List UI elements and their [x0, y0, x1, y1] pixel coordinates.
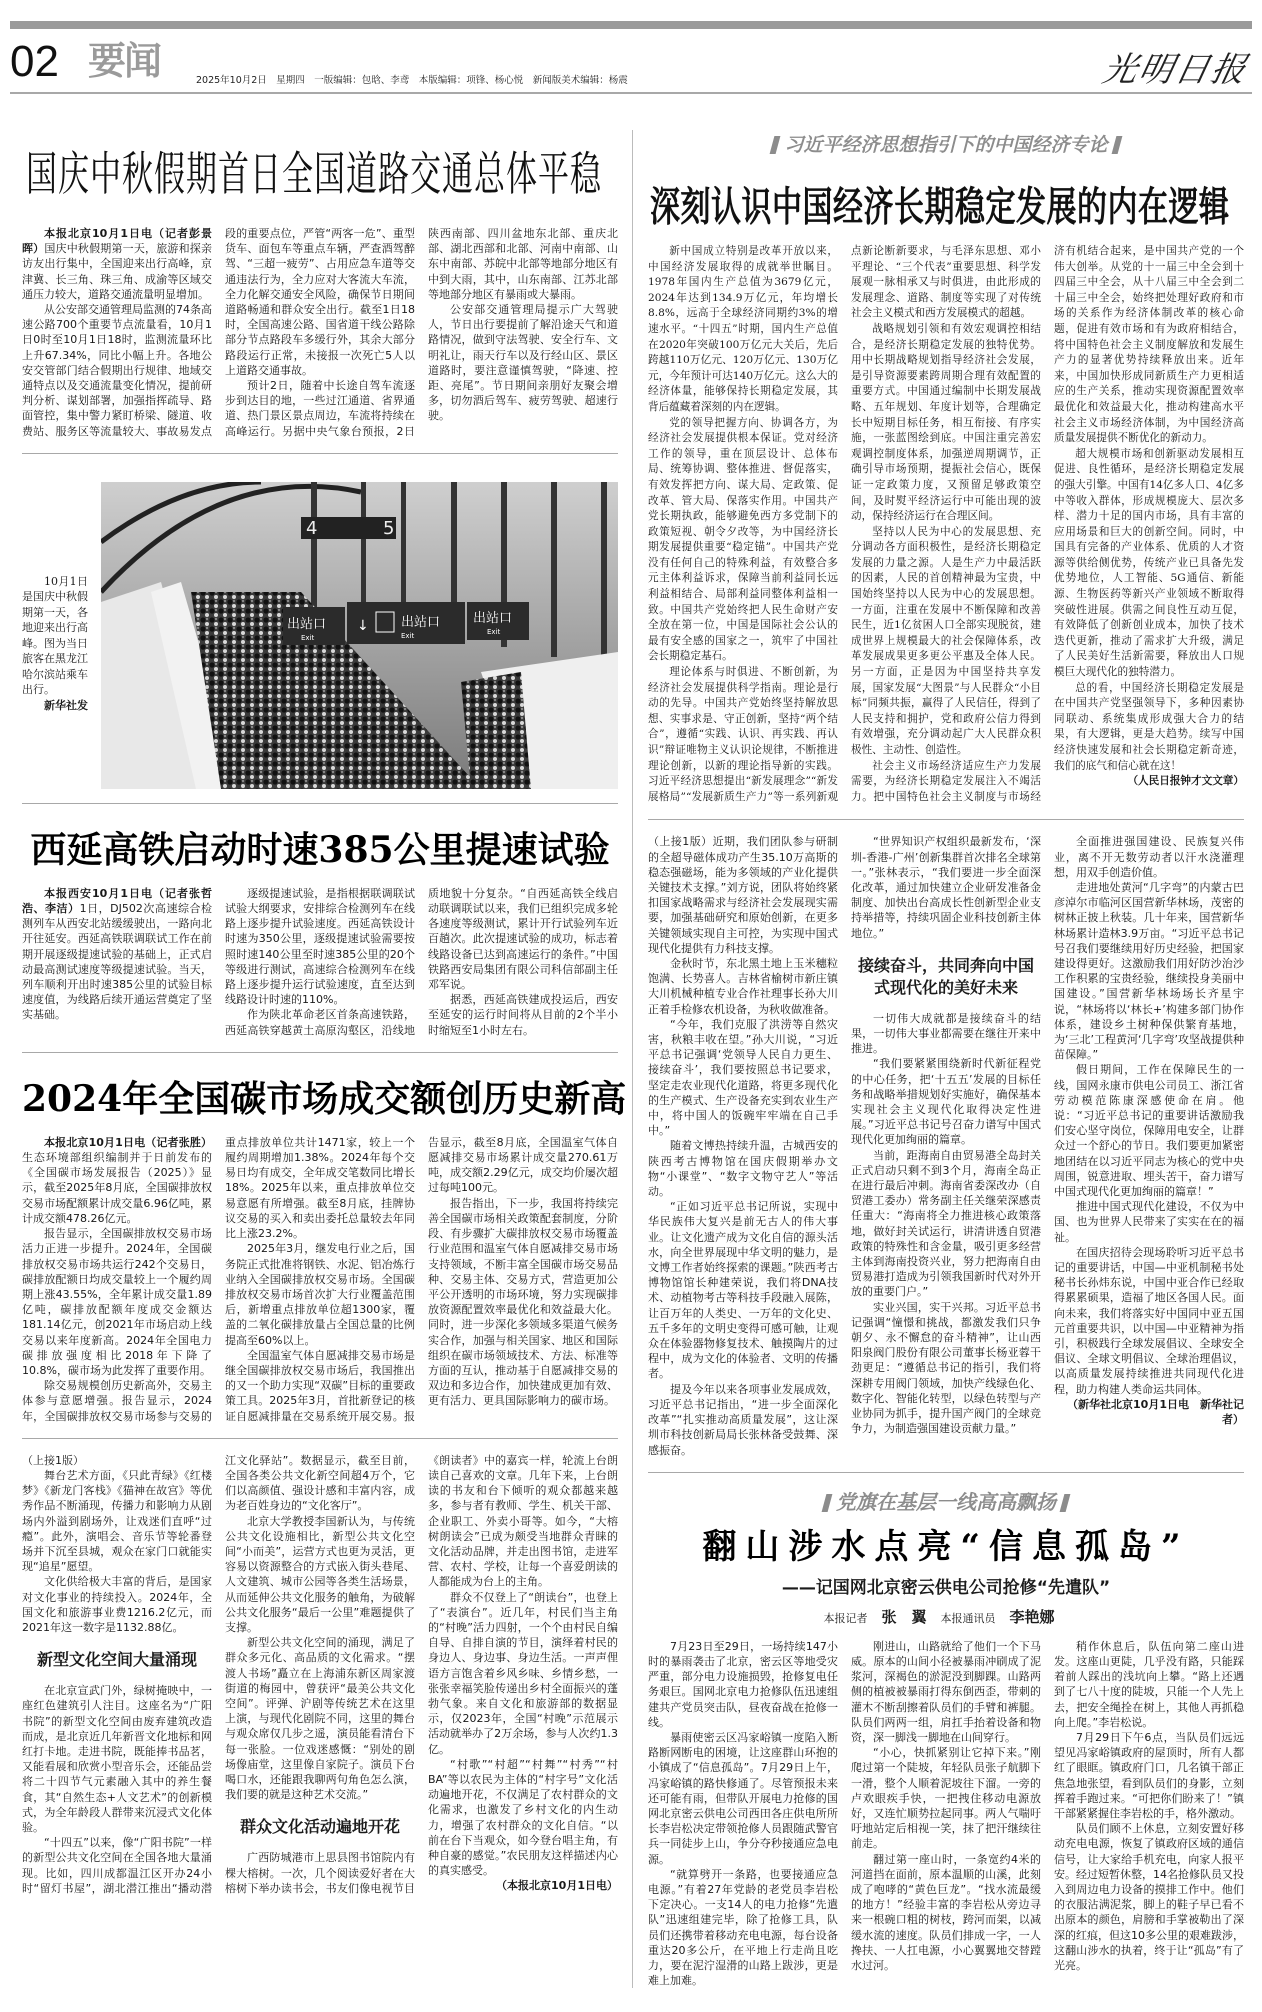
headline-power: 翻山涉水点亮“信息孤岛” [702, 1526, 1190, 1567]
paragraph: “正如习近平总书记所说，实现中华民族伟大复兴是前无古人的伟大事业。让文化遗产成为文化自信的源头活水，向全世界展现中华文明的魅力，是文博工作者始终探索的课题。”陕西考古博物馆馆长种建荣说，我们将DNA技术、动植物考古等科技手段融入展陈，让百万年的人类史、一万年的文化史、五千多年的文明史变得可感可触，让观众在体验器物修复技术、触摸陶片的过程中，成为文化的体验者、文明的传播者。 [648, 1200, 838, 1381]
paragraph: 刚进山，山路就给了他们一个下马威。原本的山间小径被暴雨冲刷成了泥浆河，深褐色的淤泥没到脚踝。山路两侧的植被被暴雨打得东倒西歪，带刺的灌木不断刮擦着队员们的手臂和裤腿。队员们两两一组，肩扛手抬着设备和物资，深一脚浅一脚地在山间穿行。 [851, 1639, 1041, 1744]
correspondent-name: 李艳娜 [1009, 1607, 1055, 1626]
article-source: （本报北京10月1日电） [496, 1879, 618, 1893]
paragraph: （上接1版）近期，我们团队参与研制的全超导磁体成功产生35.10万高斯的稳态强磁场，能为多领域的产业化提供关键技术支撑。”刘方说，团队将始终紧扣国家战略需求与经济社会发展现实需要，加强基础研究和原始创新，在更多关键领域实现自主可控，为实现中国式现代化提供有力科技支撑。 [648, 835, 838, 955]
caption-text: 10月1日是国庆中秋假期第一天，各地迎来出行高峰。图为当日旅客在黑龙江哈尔滨站乘车出行。 [22, 574, 88, 697]
lead-text: 国庆中秋假期第一天，旅游和探亲访友出行集中，全国迎来出行高峰，京津冀、长三角、珠三角、成渝等区域交通压力较大，道路交通流量明显增加。 [22, 242, 212, 301]
paragraph: 群众不仅登上了“朗读台”，也登上了“表演台”。近几年，村民们当主角的“村晚”活力四射，一个个由村民自编自导、自排自演的节目，演绎着村民的身边人、身边事、身边生活。一声声俚语方言饱含着乡风乡味、乡情乡愁，一张张幸福笑脸传递出乡村全面振兴的蓬勃气象。来自文化和旅游部的数据显示，仅2023年，全国“村晚”示范展示活动就举办了2万余场，参与人次约1.3亿。 [428, 1590, 618, 1756]
paragraph: “小心，快抓紧别让它掉下来。”刚爬过第一个陡坡，年轻队员张子航脚下一滑，整个人顺着泥坡往下溜。一旁的卢欢眼疾手快，一把拽住移动电源放好，又连忙顺势拉起同事。两人气喘吁吁地站定后相视一笑，抹了把汗继续往前走。 [851, 1746, 1041, 1851]
platform-number-right: 5 [383, 517, 395, 539]
spacer [22, 96, 618, 148]
subtitle-power: ——记国网北京密云供电公司抢修“先遣队” [781, 1577, 1111, 1598]
paragraph: 7月23日至29日，一场持续147小时的暴雨袭击了北京，密云区等地受灾严重，部分电力设施损毁，抢修复电任务艰巨。国网北京电力抢修队伍迅速组建共产党员突击队，昼夜奋战在抢修一线。 [648, 1639, 838, 1729]
paragraph: 北京大学教授李国新认为，与传统公共文化设施相比，新型公共文化空间“小而美”，运营方式也更为灵活，更容易以资源整合的方式嵌入街头巷尾、人文建筑、城市公园等各类生活场景，从而延伸公共文化服务的触角，为破解公共文化服务“最后一公里”难题提供了支撑。 [225, 1514, 415, 1634]
news-photo-harbin-station [101, 482, 618, 789]
paragraph: 翻过第一座山时，一条宽约4米的河道挡在面前，原本温顺的山溪，此刻成了咆哮的“黄色巨龙”。“找水流最缓的地方！”经验丰富的李岩松从旁边寻来一根碗口粗的树枝，跨河而架，以减缓水流的速度。队员们排成一字，一人搀扶、一人扛电源，小心翼翼地交替蹚水过河。 [851, 1852, 1041, 1972]
paragraph: 报告指出，下一步，我国将持续完善全国碳市场相关政策配套制度，分阶段、有步骤扩大碳排放权交易市场覆盖行业范围和温室气体自愿减排交易市场支持领域，不断丰富全国碳市场交易品种、交易主体、交易方式，营造更加公平公开透明的市场环境，努力实现碳排放资源配置效率最优化和效益最大化。同时，进一步深化多领域多渠道气候务实合作，加强与相关国家、地区和国际组织在碳市场领域技术、方法、标准等方面的互认，推动基于自愿减排交易的双边和多边合作，加快建成更加有效、更有活力、更具国际影响力的碳市场。 [428, 1196, 618, 1408]
banner-bar-left [770, 136, 781, 154]
paragraph: 提及今年以来各项事业发展成效，习近平总书记指出，“进一步全面深化改革”“扎实推动高质量发展”，这让深圳市科技创新局局长张林备受鼓舞、深感振奋。 [648, 1382, 838, 1457]
edition-info: 2025年10月2日 星期四 一版编辑：包晗、李鸢 本版编辑：项锋、杨心悦 新闻版美术编辑：杨震 [196, 75, 628, 86]
paragraph: 党的领导把握方向、协调各方，为经济社会发展提供根本保证。党对经济工作的领导，重在顶层设计、总体布局、统筹协调、整体推进、督促落实，有效发挥把方向、谋大局、定政策、促改革、管大局、保落实作用。中国共产党长期执政，能够避免西方多党制下的政策短视、朝令夕改等，为中国经济长期发展提供重要“稳定锚”。中国共产党没有任何自己的特殊利益，有效整合多元主体利益诉求，保障当前利益同长远利益相结合、局部利益同整体利益相一致。中国共产党始终把人民生命财产安全放在第一位，中国是国际社会公认的最有安全感的国家之一，筑牢了中国社会长期稳定基石。 [648, 416, 838, 663]
paragraph: “村歌”“村超”“村舞”“村秀”“村BA”等以农民为主体的“村字号”文化活动遍地开花，不仅满足了农村群众的文化需求，也激发了乡村文化的内生动力，增强了农村群众的文化自信。“以前在台下当观众，如今登台唱主角，有种自豪的感觉。”农民朋友这样描述内心的真实感受。 [428, 1757, 618, 1878]
lead-paragraph [22, 886, 212, 1023]
divider [648, 819, 1244, 820]
paragraph: 广西防城港市上思县图书馆院内有棵大榕树。一次，几个阅读爱好者在大榕树下举办读书会，书友们像电视节目《朗读者》中的嘉宾一样，轮流上台朗读自己喜欢的文章。几年下来，上台朗读的书友和台下倾听的观众都越来越多，参与者有教师、学生、机关干部、企业职工、外卖小哥等。如今，“大榕树朗读会”已成为颇受当地群众青睐的文化活动品牌，并走出图书馆，走进军营、农村、学校，让每一个喜爱朗读的人都能成为台上的主角。 [225, 1453, 618, 1895]
masthead-bar [10, 21, 1252, 29]
paragraph: 战略规划引领和有效宏观调控相结合，是经济长期稳定发展的独特优势。用中长期战略规划指导经济社会发展，是引导资源要素跨周期合理有效配置的重要方式。中国通过编制中长期发展战略、五年规划、年度计划等，合理确定长中短期目标任务，相互衔接、有序实施，一张蓝图绘到底。中国注重完善宏观调控制度体系，加强逆周期调节，正确引导市场预期，提振社会信心，既保证一定政策力度，又预留足够政策空间，及时熨平经济运行中可能出现的波动，保持经济运行在合理区间。 [851, 322, 1041, 523]
dateline: 本报北京10月1日电（记者彭景晖） [22, 227, 212, 256]
article-power-body [648, 1639, 1244, 1989]
article-source: （新华社北京10月1日电 新华社记者） [1067, 1397, 1244, 1427]
paragraph: 超大规模市场和创新驱动发展相互促进、良性循环，是经济长期稳定发展的强大引擎。中国有14亿多人口、4亿多中等收入群体，形成规模庞大、层次多样、潜力十足的国内市场，具有丰富的应用场景和巨大的创新空间。同时，中国具有完备的产业体系、优质的人才资源等供给侧优势，传统产业已具备先发优势地位，人工智能、5G通信、新能源、生物医药等新兴产业领域不断取得突破性进展。供需之间良性互动互促，有效降低了创新创业成本，加快了技术迭代更新，推动了需求扩大升级，满足了人民美好生活新需要，释放出人口规模巨大现代化的独特潜力。 [1054, 447, 1244, 679]
paragraph: 在北京宣武门外，绿树掩映中，一座红色建筑引人注目。这座名为“广阳书院”的新型文化空间由废弃建筑改造而成，是北京近几年新晋文化地标和网红打卡地。走进书院，既能捧书品茗，又能看展和欣赏小型音乐会，还能品尝将二十四节气元素融入其中的养生餐食，其“自然生态+人文艺术”的创新模式，为全年龄段人群带来沉浸式文化体验。 [22, 1684, 212, 1834]
paragraph: “十四五”以来，像“广阳书院”一样的新型公共文化空间在全国各地大量涌现。比如，四川成都温江区开办24小时“留灯书屋”，湖北潜江推出“播动潜江文化驿站”。数据显示，截至目前，全国各类公共文化新空间超4万个，它们以高颜值、强设计感和丰富内容，成为老百姓身边的“文化客厅”。 [22, 1453, 415, 1895]
paragraph: 推进中国式现代化建设，不仅为中国、也为世界人民带来了实实在在的福祉。 [1054, 1200, 1244, 1244]
photo-block [22, 482, 618, 789]
divider [22, 453, 618, 454]
headline-xiyan: 西延高铁启动时速385公里提速试验 [30, 828, 610, 871]
paragraph: 新型公共文化空间的涌现，满足了群众多元化、高品质的文化需求。“摆渡人书场”矗立在上海浦东新区周家渡街道的梅园中，曾获评“最美公共文化空间”。评弹、沪剧等传统艺术在这里上演，与现代化剧院不同，这里的舞台与观众席仅几步之遥，演员能看清台下每一张脸。一位戏迷感慨：“别处的剧场像庙堂，这里像自家院子。演员下台喝口水，还能跟我聊两句角色怎么演，我们要的就是这种艺术交流。” [225, 1636, 415, 1802]
exit-sign-text: 出站口 [401, 614, 441, 630]
article-economy-body [648, 244, 1244, 805]
subheading: 群众文化活动遍地开花 [239, 1817, 400, 1837]
column-banner-economy [648, 132, 1244, 158]
paragraph: 坚持以人民为中心的发展思想、充分调动各方面积极性，是经济长期稳定发展的力量之源。人是生产力中最活跃的因素，人民的首创精神最为宝贵，中国始终坚持以人民为中心的发展思想。一方面，注重在发展中不断保障和改善民生，近1亿贫困人口全部实现脱贫，建成世界上规模最大的社会保障体系，改革发展成果更多更公平惠及全体人民。另一方面，正是因为中国坚持共享发展，国家发展“大图景”与人民群众“小目标”同频共振，赢得了人民信任，得到了人民支持和拥护，党和政府公信力得到有效增强，充分调动起广大人民群众积极性、主动性、创造性。 [851, 525, 1041, 756]
paragraph: 一切伟大成就都是接续奋斗的结果，一切伟大事业都需要在继往开来中推进。 [851, 1011, 1041, 1056]
exit-sign-text: 出站口 [473, 610, 513, 626]
spacer [648, 158, 1244, 184]
banner-bar-left [822, 1494, 833, 1512]
paragraph: “我们要紧紧围绕新时代新征程党的中心任务，把‘十五五’发展的目标任务和战略举措规划好实施好，确保基本实现社会主义现代化取得决定性进展。”习近平总书记号召奋力谱写中国式现代化更加绚丽的篇章。 [851, 1057, 1041, 1147]
paragraph: “世界知识产权组织最新发布，‘深圳-香港-广州’创新集群首次排名全球第一。”张林表示，“我们要进一步全面深化改革，通过加快建立企业研发准备金制度、加快出台高成长性创新型企业支持举措等，持续巩固企业科技创新主体地位。” [851, 835, 1041, 940]
exit-sign-subtext: Exit [401, 631, 415, 640]
masthead-divider [10, 92, 1252, 94]
headline-carbon: 2024年全国碳市场成交额创历史新高 [22, 1077, 627, 1120]
page-body [0, 96, 1262, 2012]
paragraph: 稍作休息后，队伍向第二座山进发。这座山更陡，几乎没有路，只能踩着前人踩出的浅坑向上攀。“路上还遇到了七八十度的陡坡，只能一个人先上去，把安全绳拴在树上，其他人再抓稳向上爬。”李岩松说。 [1054, 1639, 1244, 1729]
reporter-label: 本报记者 [823, 1611, 868, 1625]
subheading: 新型文化空间大量涌现 [36, 1650, 197, 1670]
banner-text: 习近平经济思想指引下的中国经济专论 [784, 134, 1108, 156]
paragraph: 假日期间，工作在保障民生的一线，国网永康市供电公司员工、浙江省劳动模范陈康深感使命在肩。他说：“习近平总书记的重要讲话激励我们安心坚守岗位，保障用电安全，让群众过一个舒心的节日。我们要更加紧密地团结在以习近平同志为核心的党中央周围，锐意进取、埋头苦干，奋力谱写中国式现代化更加绚丽的篇章！” [1054, 1063, 1244, 1199]
byline [648, 1607, 1244, 1629]
paragraph: 暴雨使密云区冯家峪镇一度陷入断路断网断电的困境，让这座群山环抱的小镇成了“信息孤岛”。7月29日上午，冯家峪镇的路快修通了。尽管预报未来还可能有雨，但带队开展电力抢修的国网北京密云供电公司西田各庄供电所所长李岩松决定带领抢修人员跟随武警官兵一同徒步上山，争分夺秒接通应急电源。 [648, 1730, 838, 1866]
lead-text: 生态环境部组织编制并于日前发布的《全国碳市场发展报告（2025）》显示，截至2025年8月底，全国碳排放权交易市场配额累计成交量6.96亿吨，累计成交额478.26亿元。 [22, 1151, 212, 1225]
spacer [648, 96, 1244, 132]
headline-traffic: 国庆中秋假期首日全国道路交通总体平稳 [26, 148, 602, 202]
platform-number-left: 4 [306, 517, 318, 539]
paragraph: 队员们顾不上休息，立刻安置好移动充电电源，恢复了镇政府区域的通信信号，让大家给手机充电，向家人报平安。经过短暂休整，14名抢修队员又投入到周边电力设备的摸排工作中。他们的衣服沾满泥浆，脚上的鞋子早已看不出原本的颜色，肩膀和手掌被勒出了深深的红痕，但这10多公里的艰难跋涉，这翻山涉水的执着，终于让“孤岛”有了光亮。 [1054, 1822, 1244, 1972]
paragraph: 公安部交通管理局提示广大驾驶人，节日出行要提前了解沿途天气和道路情况，做到守法驾驶、安全行车、文明礼让，雨天行车以及行经山区、景区道路时，要注意谨慎驾驶，“降速、控距、亮尾”。节日期间亲朋好友聚会增多，切勿酒后驾车、疲劳驾驶、超速行驶。 [428, 303, 618, 423]
column-banner-party [648, 1489, 1244, 1515]
paragraph: 作为陕北革命老区首条高速铁路，西延高铁穿越黄土高原沟壑区，沿线地质地貌十分复杂。“自西延高铁全线启动联调联试以来，我们已组织完成多轮各速度等级测试，累计开行试验列车近百趟次。此次提速试验的成功，标志着线路设备已达到高速运行的条件。”中国铁路西安局集团有限公司科信部副主任邓军说。 [225, 886, 618, 1037]
masthead [0, 0, 1262, 96]
reporter-name: 张 翼 [881, 1607, 927, 1626]
article-source: （人民日报钟才文文章） [1127, 775, 1244, 788]
paragraph: 文化供给极大丰富的背后，是国家对文化事业的持续投入。2024年，全国文化和旅游事业费1216.2亿元，而2021年这一数字是1132.88亿。 [22, 1575, 212, 1634]
paragraph: 走进地处黄河“几字弯”的内蒙古巴彦淖尔市临河区国营新华林场，茂密的树林正披上秋装。几十年来，国营新华林场累计造林3.9万亩。“习近平总书记号召我们要继续用好历史经验，把国家建设得更好。这激励我们用好防沙治沙工作积累的宝贵经验，继续投身美丽中国建设。”国营新华林场场长齐星宇说，“林场将以‘林长+’构建多部门协作体系，建设乡土树种保供繁育基地，为‘三北’工程黄河‘几字弯’攻坚战提供种苗保障。” [1054, 880, 1244, 1062]
article-xiyan-body [22, 886, 618, 1038]
article-culture-body [22, 1453, 618, 1896]
exit-sign-2 [347, 602, 465, 644]
divider [22, 1052, 618, 1053]
dateline: 本报西安10月1日电（记者张哲浩、李洁） [22, 886, 212, 916]
lead-paragraph [22, 1135, 212, 1226]
exit-sign-subtext: Exit [487, 627, 501, 636]
paragraph: 除交易规模创历史新高外，交易主体参与意愿增强。报告显示，2024年，全国碳排放权交易市场参与交易的重点排放单位共计1471家，较上一个履约周期增加1.38%。2024年每个交易日均有成交，全年成交笔数同比增长18%。2025年以来，重点排放单位交易意愿有所增强。截至8月底，挂牌协议交易的买入和卖出委托总量较去年同比上涨23.2%。 [22, 1135, 415, 1423]
article-carbon-body [22, 1135, 618, 1424]
paragraph: （上接1版） [22, 1453, 84, 1467]
article-traffic-body [22, 226, 618, 439]
photo-credit: 新华社发 [44, 698, 88, 712]
dateline: 本报北京10月1日电（记者张胜） [44, 1135, 212, 1149]
paragraph: 报告显示，全国碳排放权交易市场活力正进一步提升。2024年，全国碳排放权交易市场共运行242个交易日，碳排放配额日均成交量较上一个履约周期上涨43.55%，全年累计成交量1.89亿吨，碳排放配额年度成交金额达181.14亿元，创2021年市场启动上线交易以来年度新高。2024年全国电力碳排放强度相比2018年下降了10.8%，碳市场为此发挥了重要作用。 [22, 1227, 212, 1377]
paragraph: 从公安部交通管理局监测的74条高速公路700个重要节点流量看，10月1日0时至10月1日18时，监测流量环比上升67.34%，同比小幅上升。各地公安交管部门结合假期出行规律、地域交通特点以及交通流量变化情况，提前研判分析、谋划部署，加强指挥疏导、路面管控，集中警力紧盯桥梁、隧道、收费站、服务区等流量较大、事故易发点段的重要点位，严管“两客一危”、重型货车、面包车等重点车辆，严查酒驾醉驾、“三超一疲劳”、占用应急车道等交通违法行为，全力应对大客流大车流，全力化解交通安全风险，确保节日期间道路畅通和群众安全出行。截至1日18时，全国高速公路、国省道干线公路除部分节点路段车多缓行外，其余大部分路段运行正常，未接报一次死亡5人以上道路交通事故。 [22, 227, 415, 438]
column-divider [632, 130, 633, 1988]
paragraph: 当前，距海南自由贸易港全岛封关正式启动只剩不到3个月，海南全岛正在进行最后冲刺。海南省委深改办（自贸港工委办）常务副主任关继荣深感责任重大：“海南将全力推进核心政策落地，做好封关试运行，讲清讲透自贸港政策的特殊性和含金量，吸引更多经营主体到海南投资兴业，努力把海南自由贸易港打造成为引领我国新时代对外开放的重要门户。” [851, 1148, 1041, 1299]
article-struggle-body [648, 834, 1244, 1457]
exit-sign-3 [467, 602, 529, 640]
exit-sign-text: 出站口 [287, 616, 327, 632]
paragraph: 全国温室气体自愿减排交易市场是继全国碳排放权交易市场后，我国推出的又一个助力实现“双碳”目标的重要政策工具。2025年3月，首批新登记的核证自愿减排量在交易系统开展交易。报告显示，截至8月底，全国温室气体自愿减排交易市场累计成交量270.61万吨，成交额2.29亿元，成交均价屡次超过每吨100元。 [225, 1135, 618, 1423]
paragraph: 逐级提速试验，是指根据联调联试试验大纲要求，安排综合检测列车在线路上逐步提升试验速度。西延高铁设计时速为350公里，逐级提速试验需要按照时速140公里至时速385公里的20个等级进行测试，高速综合检测列车在线路上逐步提升运行试验速度，直至达到线路设计时速的110%。 [225, 886, 415, 1007]
subheading: 接续奋斗，共同奔向中国式现代化的美好未来 [857, 955, 1034, 997]
paragraph: 社会主义市场经济适应生产力发展需要，为经济长期稳定发展注入不竭活力。把中国特色社会主义制度与市场经济有机结合起来，是中国共产党的一个伟大创举。从党的十一届三中全会到十四届三中全会，从十八届三中全会到二十届三中全会，始终把处理好政府和市场的关系作为经济体制改革的核心命题，促进有效市场和有为政府相结合，将中国特色社会主义制度解放和发展生产力的显著优势持续释放出来。近年来，中国加快形成同新质生产力更相适应的生产关系，推动实现资源配置效率最优化和效益最大化，推动构建高水平社会主义市场经济体制，为中国经济高质量发展提供不断优化的新动力。 [851, 245, 1244, 803]
correspondent-label: 本报通讯员 [940, 1611, 996, 1625]
down-arrow-icon: ↓ [357, 617, 369, 634]
photo-caption [22, 574, 88, 714]
banner-bar-right [1060, 1494, 1071, 1512]
lead-paragraph [22, 226, 212, 302]
paragraph: 金秋时节，东北黑土地上玉米穗粒饱满、长势喜人。吉林省榆树市新庄镇大川机械种植专业合作社理事长孙大川正着手检修农机设备，为秋收做准备。 [648, 957, 838, 1016]
paragraph: 7月29日下午6点，当队员们远远望见冯家峪镇政府的屋顶时，所有人都红了眼眶。镇政府门口，几名镇干部正焦急地张望，看到队员们的身影，立刻挥着手跑过来。“可把你们盼来了！”镇干部紧紧握住李岩松的手，格外激动。 [1054, 1730, 1244, 1820]
right-column [648, 96, 1244, 1988]
paragraph: 新中国成立特别是改革开放以来，中国经济发展取得的成就举世瞩目。1978年国内生产总值为3679亿元，2024年达到134.9万亿元，年均增长8.8%，远高于全球经济同期约3%的增速水平。“十四五”时期，国内生产总值在2020年突破100万亿元大关后，先后跨越110万亿元、120万亿元、130万亿元，今年预计可达140万亿元。这么大的经济体量，能够保持长期稳定发展，其背后蕴藏着深刻的内在逻辑。 [648, 245, 838, 413]
paragraph: 舞台艺术方面，《只此青绿》《红楼梦》《新龙门客栈》《猫神在故宫》等优秀作品不断涌现，传播力和影响力从剧场内外溢到剧场外，让戏迷们直呼“过瘾”。此外，演唱会、音乐节等轮番登场并下沉至县城，观众在家门口就能实现“追星”愿望。 [22, 1468, 212, 1574]
page-number: 02 [10, 37, 59, 86]
paragraph: 据悉，西延高铁建成投运后，西安至延安的运行时间将从目前的2个半小时缩短至1小时左右。 [428, 993, 618, 1037]
paragraph: 2025年3月，继发电行业之后，国务院正式批准将钢铁、水泥、铝冶炼行业纳入全国碳排放权交易市场。全国碳排放权交易市场首次扩大行业覆盖范围后，新增重点排放单位超1300家，覆盖的二氧化碳排放量占全国总量的比例提高至60%以上。 [225, 1242, 415, 1347]
paragraph: 实业兴国，实干兴邦。习近平总书记强调“憧憬和挑战，都激发我们只争朝夕、永不懈怠的奋斗精神”，让山西阳泉阀门股份有限公司董事长杨亚蓉干劲更足：“遵循总书记的指引，我们将深耕专用阀门领域，加快产线绿色化、数字化、智能化转型，以绿色转型与产业协同为抓手，提升国产阀门的全球竞争力，为制造强国建设贡献力量。” [851, 1300, 1041, 1436]
banner-bar-right [1111, 136, 1122, 154]
paragraph: 总的看，中国经济长期稳定发展是在中国共产党坚强领导下，多种因素协同联动、系统集成形成强大合力的结果，有大逻辑，更是大趋势。续写中国经济快速发展和社会长期稳定新奇迹，我们的底气和信心就在这！ [1054, 681, 1244, 772]
left-column [22, 96, 627, 1896]
paragraph: 预计2日，随着中长途自驾车流逐步到达目的地，一些过江通道、省界通道、热门景区景点周边，车流将持续在高峰运行。另据中央气象台预报，2日陕西南部、四川盆地东北部、重庆北部、湖北西部和北部、河南中南部、山东中南部、苏皖中北部等地部分地区有中到大雨，其中，山东南部、江苏北部等地部分地区有暴雨或大暴雨。 [225, 227, 618, 438]
paragraph: 全面推进强国建设、民族复兴伟业，离不开无数劳动者以汗水浇灌理想，用双手创造价值。 [1054, 835, 1244, 879]
divider [22, 1438, 618, 1439]
lead-text: 1日，DJ502次高速综合检测列车从西安北站缓缓驶出，一路向北开往延安。西延高铁联调联试工作在前期开展逐级提速试验的基础上，正式启动最高测试速度等级提速试验。当天，列车顺利开出时速385公里的试验目标速度值，为线路后续开通运营奠定了坚实基础。 [22, 902, 212, 1022]
section-title: 要闻 [88, 38, 161, 83]
divider [648, 1472, 1244, 1473]
paragraph: 随着文博热持续升温，古城西安的陕西考古博物馆在国庆假期举办文物“小课堂”、“数字文物守艺人”等活动。 [648, 1139, 838, 1199]
newspaper-logo: 光明日报 [1099, 50, 1252, 90]
headline-economy: 深刻认识中国经济长期稳定发展的内在逻辑 [650, 184, 1230, 232]
banner-text: 党旗在基层一线高高飘扬 [836, 1489, 1056, 1514]
paragraph: 在国庆招待会现场聆听习近平总书记的重要讲话，中国—中亚机制秘书处秘书长孙炜东说，中国中亚合作已经取得累累硕果，造福了地区各国人民。面向未来，我们将落实好中国同中亚五国元首重要共识，以中国—中亚精神为指引，积极践行全球发展倡议、全球安全倡议、全球文明倡议、全球治理倡议，以高质量发展持续推进共同现代化进程，助力构建人类命运共同体。 [1054, 1245, 1244, 1396]
paragraph: “就算劈开一条路，也要接通应急电源。”有着27年党龄的老党员李岩松下定决心。一支14人的电力抢修“先遣队”迅速组建完毕，除了抢修工具，队员们还携带着移动充电电源，每台设备重达20多公斤，在平地上行走尚且吃力，要在泥泞湿滑的山路上跋涉，更是难上加难。 [648, 1867, 838, 1988]
exit-sign-1 [283, 607, 345, 645]
exit-sign-subtext: Exit [301, 633, 315, 642]
paragraph: “今年，我们克服了洪涝等自然灾害，秋粮丰收在望。”孙大川说，“习近平总书记强调‘党领导人民自力更生、接续奋斗’，我们要按照总书记要求，坚定走农业现代化道路，将更多现代化的生产模式、生产设备充实到农业生产中，将中国人的饭碗牢牢端在自己手中。” [648, 1017, 838, 1138]
divider [22, 803, 618, 804]
paragraph: 理论体系与时俱进、不断创新，为经济社会发展提供科学指南。理论是行动的先导。中国共产党始终坚持解放思想、实事求是、守正创新，坚持“两个结合”，遵循“实践、认识、再实践、再认识”辩证唯物主义认识论规律，不断推进理论创新，以新的理论指导新的实践。习近平经济思想提出“新发展理念”“新发展格局”“发展新质生产力”等一系列新观点新论断新要求，与毛泽东思想、邓小平理论、“三个代表”重要思想、科学发展观一脉相承又与时俱进，由此形成的发展理念、道路、制度等实现了对传统社会主义模式和西方发展模式的超越。 [648, 245, 1041, 803]
